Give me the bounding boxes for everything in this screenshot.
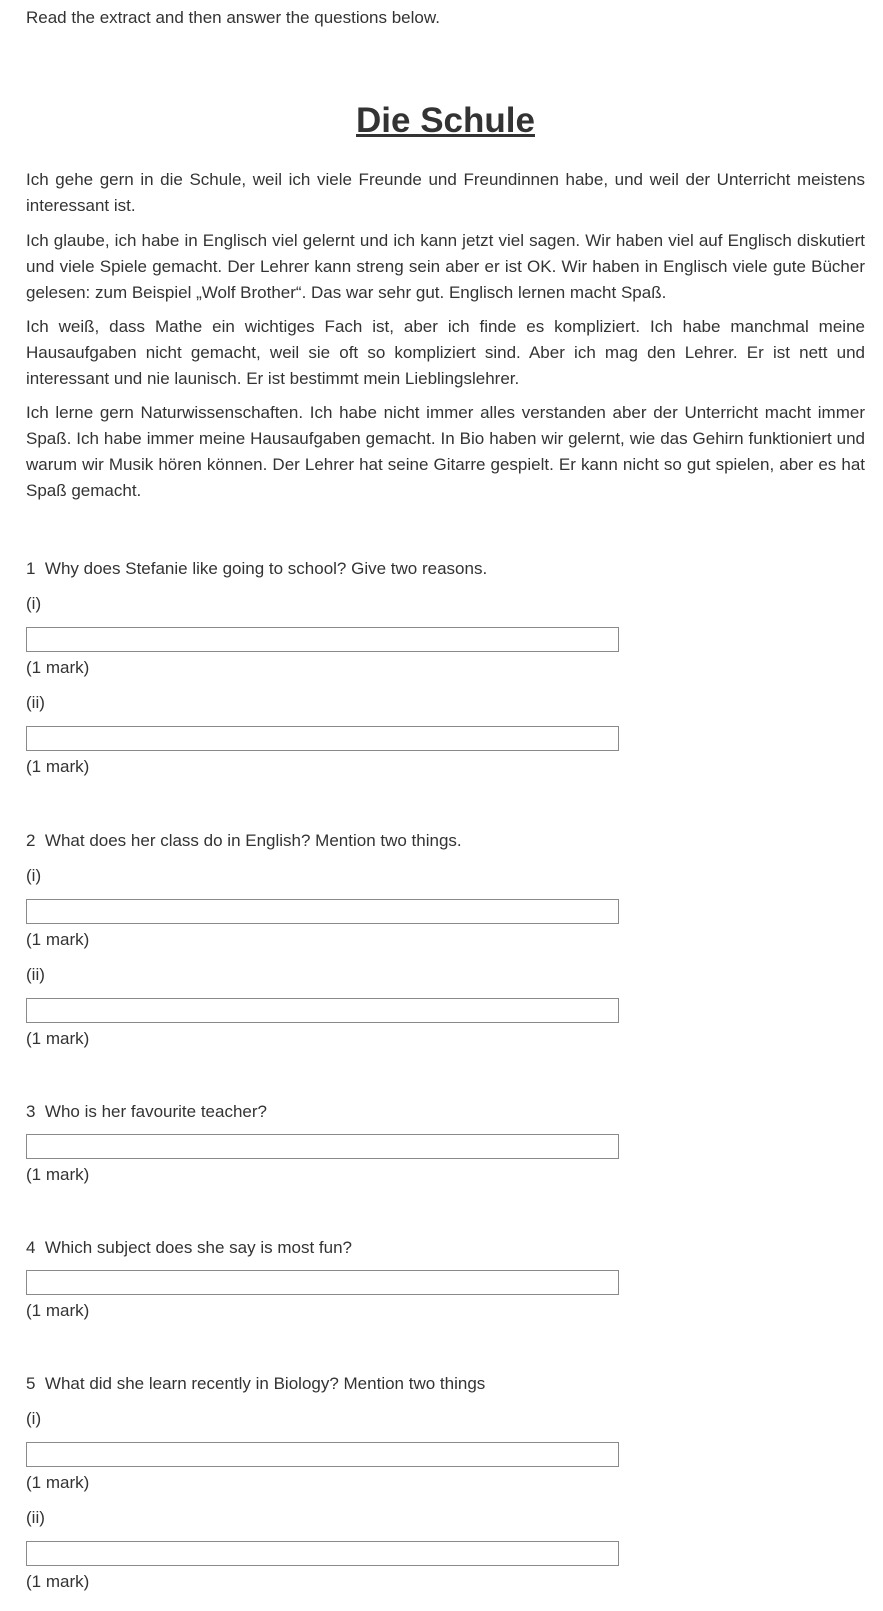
answer-5-i-input[interactable]: [26, 1442, 619, 1467]
mark-label: (1 mark): [26, 658, 90, 677]
answer-2-i-input[interactable]: [26, 899, 619, 924]
part-label: (i): [26, 866, 42, 885]
page-title: Die Schule: [356, 101, 535, 140]
mark-label: (1 mark): [26, 1473, 90, 1492]
answer-1-ii-input[interactable]: [26, 726, 619, 751]
part-label: (i): [26, 1409, 42, 1428]
part-label: (ii): [26, 1508, 45, 1527]
part-label: (ii): [26, 965, 45, 984]
mark-label: (1 mark): [26, 930, 90, 949]
question-1: [26, 557, 487, 581]
mark-label: (1 mark): [26, 1301, 90, 1320]
question-text: What does her class do in English? Mention two things.: [44, 831, 462, 850]
extract-paragraph-1: Ich gehe gern in die Schule, weil ich viele Freunde und Freundinnen habe, und weil der Unterricht meistens interessant ist.: [26, 170, 865, 215]
answer-5-ii-input[interactable]: [26, 1541, 619, 1566]
question-text: Which subject does she say is most fun?: [44, 1238, 353, 1257]
question-number: 1: [26, 559, 36, 578]
answer-3-input[interactable]: [26, 1134, 619, 1159]
question-4: [26, 1236, 352, 1260]
extract-paragraph-2: Ich glaube, ich habe in Englisch viel gelernt und ich kann jetzt viel sagen. Wir haben viel auf Englisch diskutiert und viele Spiele gemacht. Der Lehrer kann streng sein aber er ist OK. Wir haben in Englisch viele gute Bücher gelesen: zum Beispiel „Wolf Brother“. Das war sehr gut. Englisch lernen macht Spaß.: [26, 231, 865, 302]
question-text: What did she learn recently in Biology? Mention two things: [44, 1374, 486, 1393]
mark-label: (1 mark): [26, 1165, 90, 1184]
question-5: [26, 1372, 485, 1396]
instruction-text: Read the extract and then answer the questions below.: [26, 8, 440, 27]
extract-paragraph-3: Ich weiß, dass Mathe ein wichtiges Fach ist, aber ich finde es kompliziert. Ich habe manchmal meine Hausaufgaben nicht gemacht, weil sie oft so kompliziert sind. Aber ich mag den Lehrer. Er ist nett und interessant und nie launisch. Er ist bestimmt mein Lieblingslehrer.: [26, 317, 865, 388]
question-3: [26, 1100, 267, 1124]
part-label: (ii): [26, 693, 45, 712]
answer-4-input[interactable]: [26, 1270, 619, 1295]
answer-2-ii-input[interactable]: [26, 998, 619, 1023]
mark-label: (1 mark): [26, 1029, 90, 1048]
mark-label: (1 mark): [26, 757, 90, 776]
extract-paragraph-4: Ich lerne gern Naturwissenschaften. Ich habe nicht immer alles verstanden aber der Unterricht macht immer Spaß. Ich habe immer meine Hausaufgaben gemacht. In Bio haben wir gelernt, wie das Gehirn funktioniert und warum wir Musik hören können. Der Lehrer hat seine Gitarre gespielt. Er kann nicht so gut spielen, aber es hat Spaß gemacht.: [26, 403, 865, 500]
mark-label: (1 mark): [26, 1572, 90, 1591]
question-number: 4: [26, 1238, 36, 1257]
question-number: 2: [26, 831, 36, 850]
question-2: [26, 829, 462, 853]
question-text: Why does Stefanie like going to school? Give two reasons.: [44, 559, 488, 578]
question-number: 3: [26, 1102, 36, 1121]
answer-1-i-input[interactable]: [26, 627, 619, 652]
question-text: Who is her favourite teacher?: [44, 1102, 267, 1121]
question-number: 5: [26, 1374, 36, 1393]
part-label: (i): [26, 594, 42, 613]
